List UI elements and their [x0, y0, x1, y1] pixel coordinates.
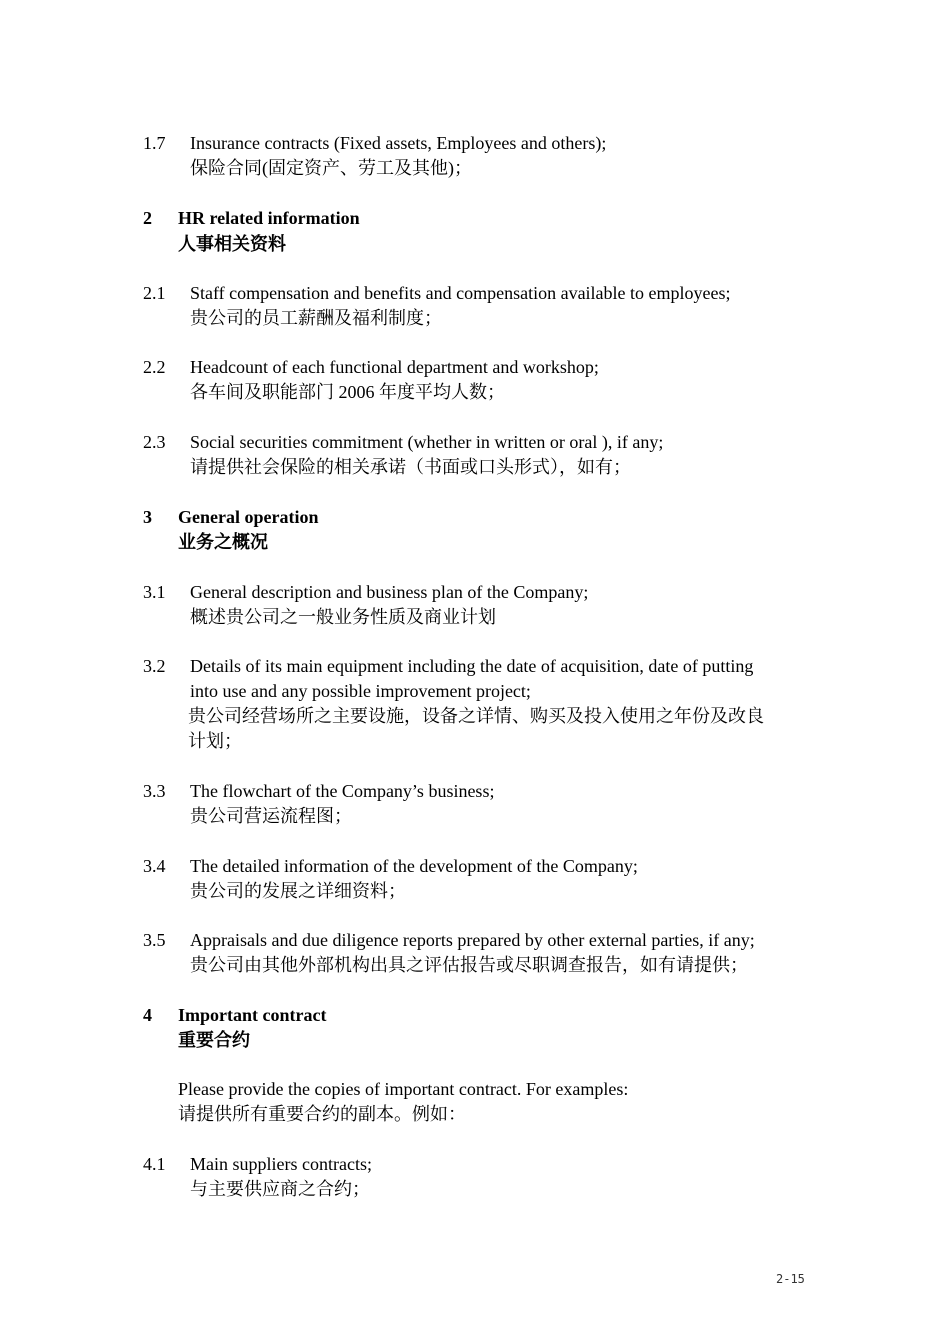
- item-3-3-chinese: 贵公司营运流程图；: [190, 806, 352, 826]
- item-3-5-english: Appraisals and due diligence reports prepared by other external parties, if any;: [190, 930, 755, 950]
- item-2-1-chinese: 贵公司的员工薪酬及福利制度；: [190, 308, 442, 328]
- item-2-2-english: Headcount of each functional department and workshop;: [190, 357, 599, 377]
- item-3-4-english: The detailed information of the development of the Company;: [190, 856, 638, 876]
- section-3-number: 3: [143, 507, 152, 527]
- item-3-3-english: The flowchart of the Company’s business;: [190, 781, 495, 801]
- item-3-4-chinese: 贵公司的发展之详细资料；: [190, 881, 406, 901]
- item-2-1-number: 2.1: [143, 283, 166, 303]
- item-4-1-chinese: 与主要供应商之合约；: [190, 1179, 370, 1199]
- item-2-3-chinese: 请提供社会保险的相关承诺（书面或口头形式），如有；: [190, 457, 631, 477]
- item-3-2-chinese-line1: 贵公司经营场所之主要设施，设备之详情、购买及投入使用之年份及改良: [188, 706, 764, 726]
- item-3-1-chinese: 概述贵公司之一般业务性质及商业计划: [190, 607, 496, 627]
- section-4-number: 4: [143, 1005, 152, 1025]
- item-1-7-number: 1.7: [143, 133, 166, 153]
- item-3-2-number: 3.2: [143, 656, 166, 676]
- item-3-3-number: 3.3: [143, 781, 166, 801]
- item-2-3-english: Social securities commitment (whether in written or oral ), if any;: [190, 432, 664, 452]
- item-2-3-number: 2.3: [143, 432, 166, 452]
- section-4-heading-english: Important contract: [178, 1005, 327, 1025]
- page-number: 2-15: [776, 1272, 805, 1286]
- item-2-1-english: Staff compensation and benefits and compensation available to employees;: [190, 283, 731, 303]
- section-4-intro-chinese: 请提供所有重要合约的副本。例如：: [178, 1104, 466, 1124]
- section-3-heading-english: General operation: [178, 507, 319, 527]
- item-3-2-chinese-line2: 计划；: [188, 731, 242, 751]
- item-3-1-number: 3.1: [143, 582, 166, 602]
- item-3-2-english-line2: into use and any possible improvement project;: [190, 681, 531, 701]
- section-4-heading-chinese: 重要合约: [178, 1030, 250, 1050]
- section-4-intro-english: Please provide the copies of important contract. For examples:: [178, 1079, 629, 1099]
- item-3-4-number: 3.4: [143, 856, 166, 876]
- item-3-5-number: 3.5: [143, 930, 166, 950]
- item-1-7-english: Insurance contracts (Fixed assets, Employees and others);: [190, 133, 607, 153]
- section-2-heading-chinese: 人事相关资料: [178, 234, 286, 254]
- item-3-1-english: General description and business plan of the Company;: [190, 582, 589, 602]
- section-2-number: 2: [143, 208, 152, 228]
- item-3-2-english-line1: Details of its main equipment including the date of acquisition, date of putting: [190, 656, 754, 676]
- item-3-5-chinese: 贵公司由其他外部机构出具之评估报告或尽职调查报告，如有请提供；: [190, 955, 748, 975]
- section-3-heading-chinese: 业务之概况: [178, 532, 268, 552]
- section-2-heading-english: HR related information: [178, 208, 360, 228]
- item-1-7-chinese: 保险合同(固定资产、劳工及其他)；: [190, 158, 472, 178]
- item-2-2-chinese: 各车间及职能部门 2006 年度平均人数；: [190, 382, 505, 402]
- item-4-1-number: 4.1: [143, 1154, 166, 1174]
- item-2-2-number: 2.2: [143, 357, 166, 377]
- item-4-1-english: Main suppliers contracts;: [190, 1154, 372, 1174]
